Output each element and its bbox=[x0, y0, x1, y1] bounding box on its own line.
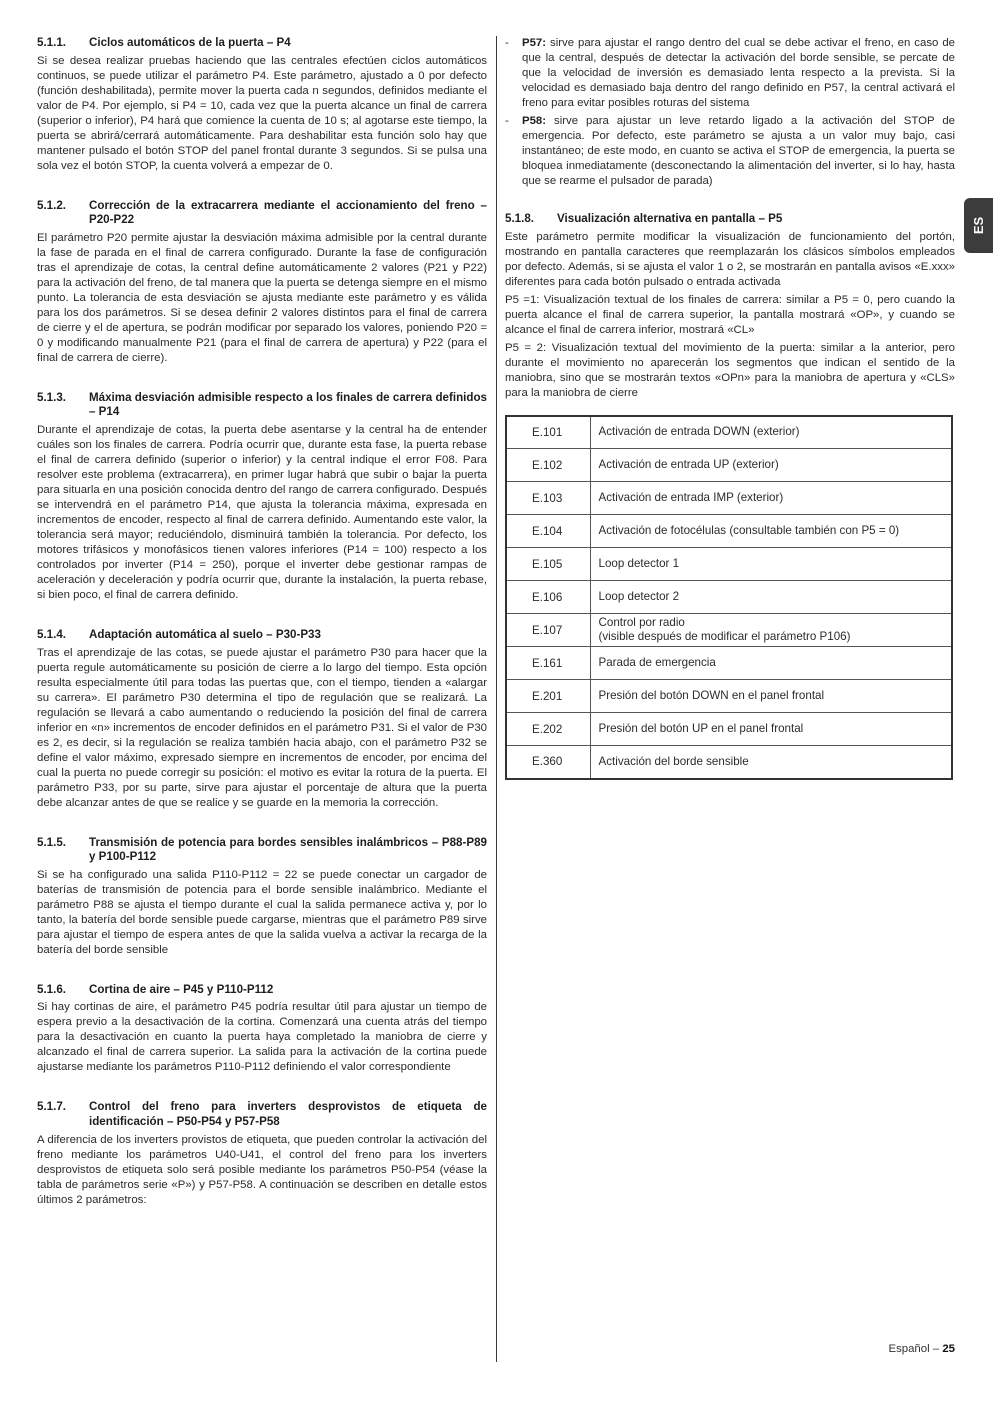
section-heading bbox=[37, 1100, 487, 1129]
table-row bbox=[506, 515, 952, 548]
language-tab-label: ES bbox=[971, 216, 986, 235]
section-heading bbox=[505, 212, 955, 227]
table-row bbox=[506, 614, 952, 647]
description-cell bbox=[590, 614, 952, 647]
description-cell bbox=[590, 680, 952, 713]
table-row bbox=[506, 482, 952, 515]
description-cell bbox=[590, 647, 952, 680]
parameter-bullet-list bbox=[505, 36, 955, 189]
right-column bbox=[505, 36, 955, 805]
section-title: Transmisión de potencia para bordes sensibles inalámbricos – P88-P89 y P100-P112 bbox=[89, 835, 487, 864]
bullet-dash: - bbox=[505, 115, 509, 127]
display-codes-table bbox=[505, 415, 953, 780]
table-row bbox=[506, 449, 952, 482]
section-title: Corrección de la extracarrera mediante el accionamiento del freno – P20-P22 bbox=[89, 198, 487, 227]
footer-separator: – bbox=[932, 1343, 940, 1355]
paragraph: Si hay cortinas de aire, el parámetro P45 podría resultar útil para ajustar un tiempo de espera previo a la desactivación de la cortina. Comenzará una cuenta atrás del tiempo para la desactivación en cuanto la puerta haya completado la maniobra de cierre y alcanzado el final de carrera superior. La salida para la activación de la cortina puede ajustarse mediante los parámetros P110-P112 definiendo el valor correspondiente bbox=[37, 1001, 487, 1074]
code-cell: E.161 bbox=[506, 647, 590, 680]
code-cell: E.106 bbox=[506, 581, 590, 614]
paragraph: P5 = 2: Visualización textual del movimiento de la puerta: similar a la anterior, pero durante el movimiento no aparecerán los segmentos que indican el sentido de la maniobra, sino que se mostrarán textos «OPn» para la maniobra de apertura y «CLS» para la maniobra de cierre bbox=[505, 341, 955, 399]
code-cell: E.201 bbox=[506, 680, 590, 713]
code-cell: E.202 bbox=[506, 713, 590, 746]
paragraph: Tras el aprendizaje de las cotas, se puede ajustar el parámetro P30 para hacer que la puerta regule automáticamente su posición de cierre a lo largo del tiempo. Esta opción resulta especialmente útil para todas las puertas que, con el tiempo, tienden a «alargar su carrera». El parámetro P30 determina el tipo de regulación que se realizará. La regulación se llevará a cabo aumentando o reduciendo la posición del final de carrera inferior en «n» incrementos de encoder definidos en el parámetro P31. Si el valor de P30 es 2, es decir, si la regulación se realiza también hacia abajo, con el parámetro P32 se define el valor máximo, expresado siempre en incrementos de encoder, por encima del cual la puerta no puede corregir su posición: el motivo es evitar la rotura de la puerta. El parámetro P33, por su parte, sirve para ajustar el porcentaje de altura que la puerta debe alcanzar antes de que se realice y se guarde en la memoria la corrección. bbox=[37, 646, 487, 809]
section-heading bbox=[37, 199, 487, 228]
bullet-body: sirve para ajustar el rango dentro del cual se debe activar el freno, en caso de que la central, después de detectar la activación del borde sensible, se percate de que la velocidad de inversión es demasiado lenta respecto a la prevista. Si la velocidad es demasiado baja dentro del rango definido en P57, la central activará el freno para evitar posibles roturas del sistema bbox=[522, 37, 955, 109]
description-cell bbox=[590, 416, 952, 449]
section-number: 5.1.4. bbox=[37, 627, 67, 641]
column-divider bbox=[496, 36, 497, 1362]
description-cell bbox=[590, 482, 952, 515]
section-heading bbox=[37, 836, 487, 865]
page-number: 25 bbox=[942, 1343, 955, 1355]
table-row bbox=[506, 680, 952, 713]
section-number: 5.1.3. bbox=[37, 390, 67, 404]
description-text: Activación del borde sensible bbox=[598, 754, 749, 768]
section-number: 5.1.2. bbox=[37, 198, 67, 212]
table-row bbox=[506, 647, 952, 680]
table-row bbox=[506, 713, 952, 746]
section-title: Visualización alternativa en pantalla – P5 bbox=[557, 212, 783, 225]
table-row bbox=[506, 746, 952, 779]
bullet-label: P57: bbox=[522, 37, 547, 49]
section-title: Cortina de aire – P45 y P110-P112 bbox=[89, 982, 274, 996]
paragraph: Si se desea realizar pruebas haciendo que las centrales efectúen ciclos automáticos continuos, se puede utilizar el parámetro P4. Este parámetro, ajustado a 0 por defecto (función deshabilitada), permite mover la puerta cada n segundos, definidos mediante el valor de P4. Por ejemplo, si P4 = 10, cada vez que la puerta alcance un final de carrera (superior o inferior), P4 hará que comience la cuenta de 10 s; al agotarse este tiempo, la puerta se abrirá/cerrará automáticamente. Para deshabilitar esta función solo hay que mantener pulsado el botón STOP del panel frontal durante 3 segundos. Si se pulsa una sola vez el botón STOP, la cuenta volverá a empezar de 0. bbox=[37, 54, 487, 172]
description-cell bbox=[590, 746, 952, 779]
section-5-1-6 bbox=[37, 983, 487, 1076]
section-heading bbox=[37, 36, 487, 51]
display-codes-table-body bbox=[506, 416, 952, 779]
paragraph: P5 =1: Visualización textual de los finales de carrera: similar a P5 = 0, pero cuando la puerta alcance el final de carrera superior, la pantalla mostrará «OP», y cuando se alcance el final de carrera inferior, mostrará «CL» bbox=[505, 293, 955, 336]
section-heading bbox=[37, 983, 487, 998]
section-5-1-7 bbox=[37, 1100, 487, 1207]
left-column bbox=[37, 36, 487, 1233]
code-cell: E.360 bbox=[506, 746, 590, 779]
paragraph: Durante el aprendizaje de cotas, la puerta debe asentarse y la central ha de entender cuáles son los finales de carrera. Podría ocurrir que, durante esta fase, la puerta rebase el final de carrera definido (superior o inferior) y la central indique el error F08. Para resolver este problema (extracarrera), en primer lugar habrá que subir o bajar la puerta para situarla en una posición conocida dentro del rango de carrera configurado. Después se intervendrá en el parámetro P14, que ajusta la tolerancia máxima, expresada en incrementos de encoder, respecto al final de carrera definido. Aumentando este valor, la tolerancia será mayor; reduciéndolo, disminuirá también la tolerancia. Por defecto, los motores trifásicos y monofásicos tienen valores inferiores (P14 = 100) respecto a los controlados por inverter (P14 = 250), porque el inverter debe gestionar rampas de aceleración y deceleración y podría ocurrir que, durante la instalación, la puerta rebase, si bien poco, el final de carrera definido. bbox=[37, 423, 487, 601]
table-row bbox=[506, 548, 952, 581]
description-text: Activación de fotocélulas (consultable también con P5 = 0) bbox=[598, 523, 900, 537]
description-cell bbox=[590, 581, 952, 614]
paragraph: El parámetro P20 permite ajustar la desviación máxima admisible por la central durante la fase de parada en el final de carrera configurado. Durante la fase de configuración tras el aprendizaje de cotas, la central define automáticamente 2 valores (P21 y P22) para la activación del freno, de tal manera que la puerta se detenga siempre en el mismo punto. La tolerancia de esta desviación se ajusta mediante este parámetro y es válida para los dos parámetros. Si se desea definir 2 valores distintos para el final de carrera de cierre y el de apertura, se podrán modificar por separado los valores, poniendo P20 = 0 y modificando manualmente P21 (para el final de carrera de apertura) y P22 (para el final de carrera de cierre). bbox=[37, 231, 487, 364]
bullet-text bbox=[522, 114, 955, 189]
code-cell: E.104 bbox=[506, 515, 590, 548]
code-cell: E.101 bbox=[506, 416, 590, 449]
description-text: Activación de entrada IMP (exterior) bbox=[598, 490, 784, 504]
section-title: Control del freno para inverters desprovistos de etiqueta de identificación – P50-P54 y P57-P58 bbox=[89, 1100, 487, 1128]
description-cell bbox=[590, 548, 952, 581]
section-number: 5.1.8. bbox=[505, 212, 535, 225]
bullet-p58 bbox=[505, 114, 955, 189]
table-row bbox=[506, 416, 952, 449]
description-text: Loop detector 1 bbox=[598, 556, 680, 570]
section-heading bbox=[37, 628, 487, 643]
bullet-body: sirve para ajustar un leve retardo ligado a la activación del STOP de emergencia. Por defecto, este parámetro se ajusta a un valor muy bajo, casi instantáneo; de este modo, en cuanto se activa el STOP de emergencia, la puerta se bloquea inmediatamente (desconectando la alimentación del inverter, si lo hay, hasta que se rearme el pulsador de parada) bbox=[522, 115, 955, 187]
bullet-dash: - bbox=[505, 37, 509, 49]
section-heading bbox=[37, 391, 487, 420]
bullet-p57 bbox=[505, 36, 955, 111]
description-text: Presión del botón DOWN en el panel frontal bbox=[598, 688, 825, 702]
section-title: Ciclos automáticos de la puerta – P4 bbox=[89, 36, 291, 49]
section-title: Máxima desviación admisible respecto a los finales de carrera definidos – P14 bbox=[89, 390, 487, 419]
page-footer bbox=[888, 1343, 955, 1355]
section-title: Adaptación automática al suelo – P30-P33 bbox=[89, 627, 321, 641]
description-note: (visible después de modificar el parámetro P106) bbox=[598, 630, 851, 644]
code-cell: E.105 bbox=[506, 548, 590, 581]
footer-language: Español bbox=[888, 1343, 930, 1355]
section-5-1-4 bbox=[37, 628, 487, 811]
section-number: 5.1.1. bbox=[37, 36, 67, 49]
section-number: 5.1.7. bbox=[37, 1100, 67, 1114]
bullet-text bbox=[522, 36, 955, 111]
section-5-1-2 bbox=[37, 199, 487, 366]
description-text: Activación de entrada UP (exterior) bbox=[598, 457, 779, 471]
section-5-1-8 bbox=[505, 212, 955, 780]
section-number: 5.1.6. bbox=[37, 982, 67, 996]
description-cell bbox=[590, 449, 952, 482]
description-text: Activación de entrada DOWN (exterior) bbox=[598, 425, 800, 439]
paragraph: Este parámetro permite modificar la visualización de funcionamiento del portón, mostrando en pantalla caracteres que reemplazarán los clásicos símbolos empleados por defecto. Además, si se ajusta el valor 1 o 2, se mostrarán en pantalla avisos «E.xxx» diferentes para cada botón pulsado o entrada activada bbox=[505, 230, 955, 288]
table-row bbox=[506, 581, 952, 614]
bullet-label: P58: bbox=[522, 115, 547, 127]
code-cell: E.103 bbox=[506, 482, 590, 515]
paragraph: Si se ha configurado una salida P110-P112 = 22 se puede conectar un cargador de baterías de transmisión de potencia para el borde sensible inalámbrico. Mediante el parámetro P88 se ajusta el tiempo durante el cual la salida permanece activa y, por lo tanto, la batería del borde sensible puede cargarse, mientras que el parámetro P89 sirve para ajustar el tiempo de espera antes de que la salida vuelva a activar la recarga de la batería del borde sensible bbox=[37, 868, 487, 956]
section-5-1-1 bbox=[37, 36, 487, 174]
description-text: Parada de emergencia bbox=[598, 655, 716, 669]
description-text: Control por radio bbox=[598, 615, 685, 629]
description-cell bbox=[590, 515, 952, 548]
section-5-1-5 bbox=[37, 836, 487, 958]
code-cell: E.102 bbox=[506, 449, 590, 482]
code-cell: E.107 bbox=[506, 614, 590, 647]
description-cell bbox=[590, 713, 952, 746]
description-text: Presión del botón UP en el panel frontal bbox=[598, 721, 804, 735]
language-tab bbox=[964, 198, 993, 253]
section-number: 5.1.5. bbox=[37, 835, 67, 849]
paragraph: A diferencia de los inverters provistos de etiqueta, que pueden controlar la activación del freno mediante los parámetros U40-U41, el control del freno para los inverters desprovistos de etiqueta solo será posible mediante los parámetros P50-P54 (véase la tabla de parámetros serie «P») y P57-P58. A continuación se describen en detalle estos últimos 2 parámetros: bbox=[37, 1133, 487, 1206]
description-text: Loop detector 2 bbox=[598, 589, 680, 603]
section-5-1-3 bbox=[37, 391, 487, 603]
